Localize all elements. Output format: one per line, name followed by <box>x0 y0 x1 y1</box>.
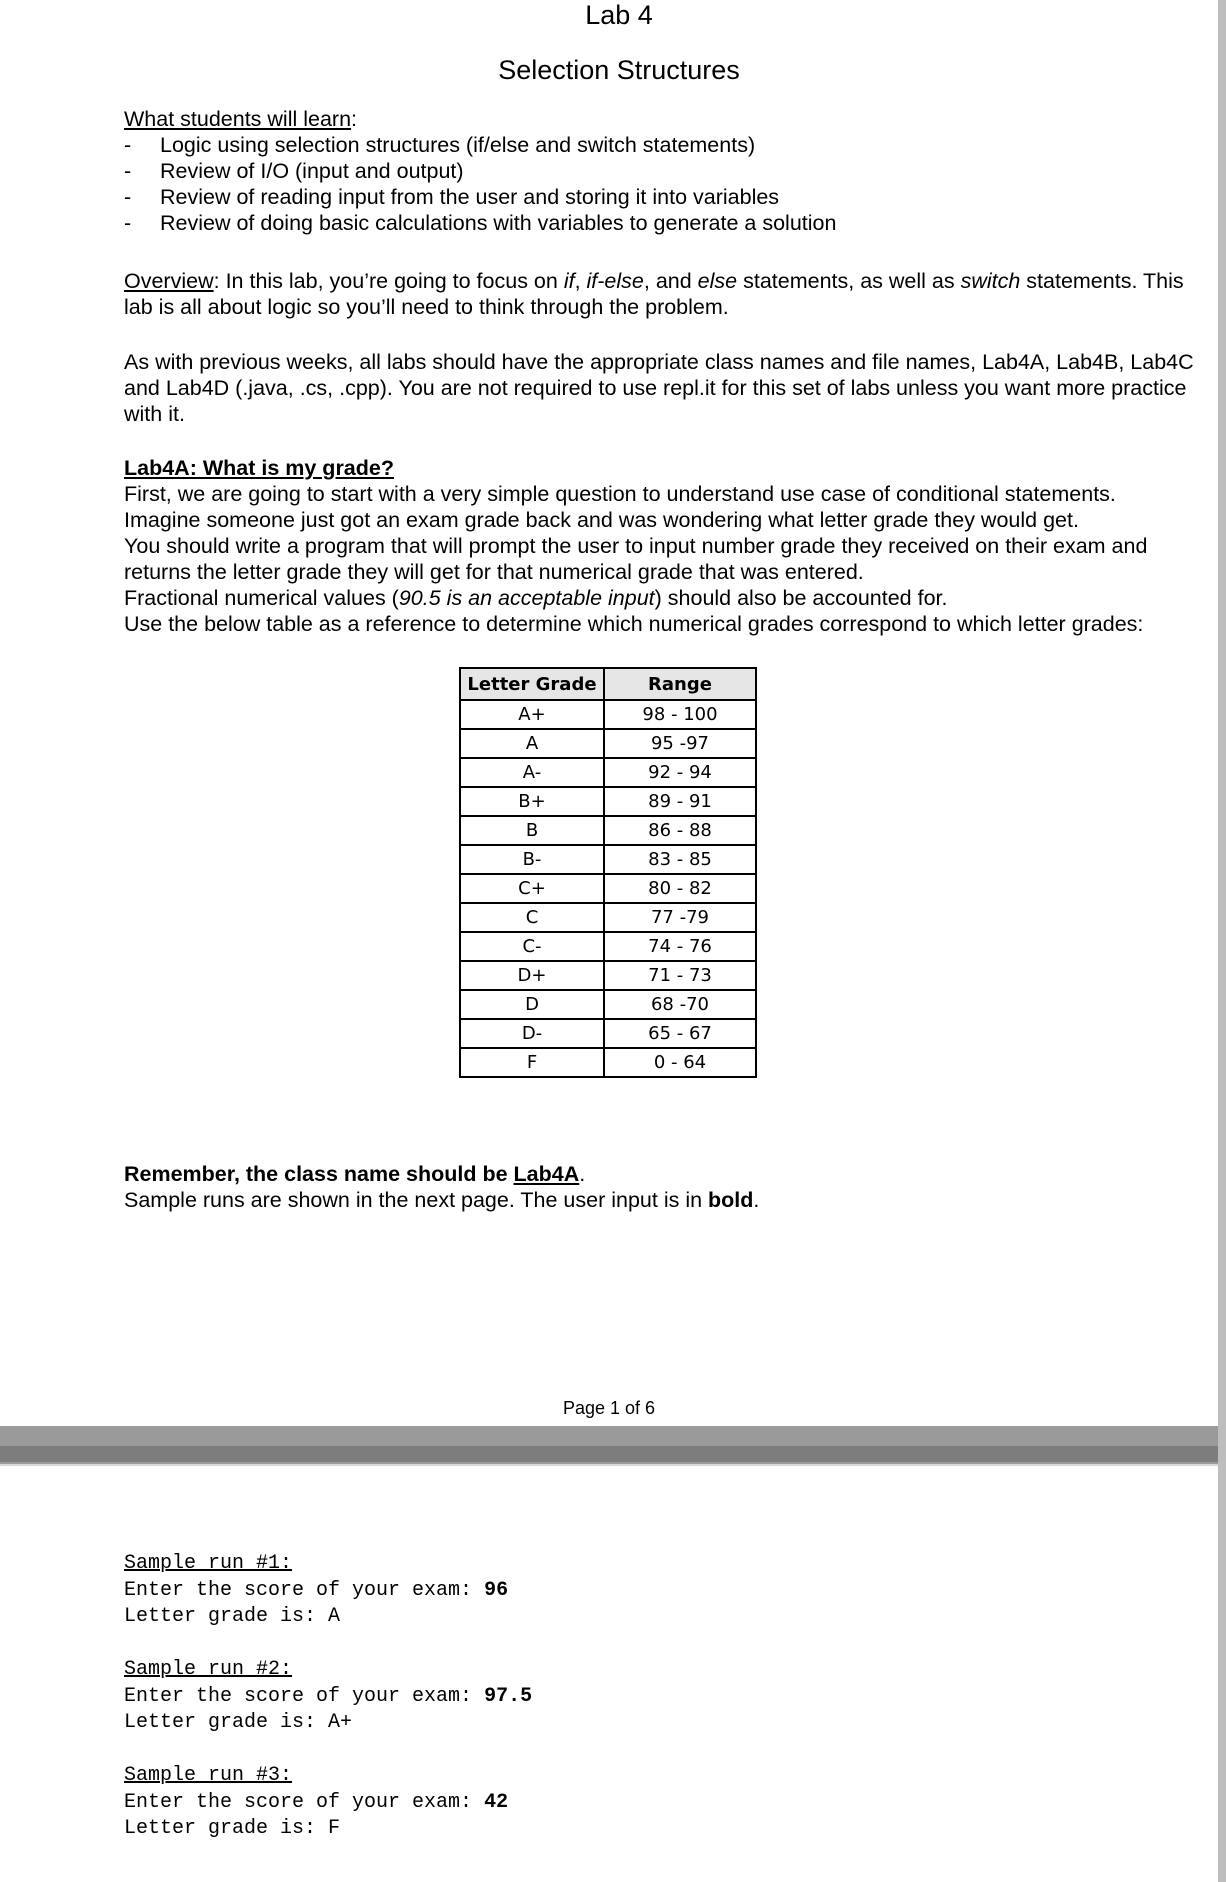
user-input: 42 <box>484 1790 509 1814</box>
grade-row <box>460 700 756 729</box>
letter-grade-cell: A- <box>460 758 604 787</box>
grade-row <box>460 990 756 1019</box>
grade-row <box>460 932 756 961</box>
range-cell: 98 - 100 <box>604 700 756 729</box>
range-cell: 89 - 91 <box>604 787 756 816</box>
range-cell: 92 - 94 <box>604 758 756 787</box>
grade-row <box>460 816 756 845</box>
page-separator-shadow <box>0 1446 1226 1462</box>
sample-run: Sample run #3: Enter the score of your exam: 42 Letter grade is: F <box>124 1764 509 1840</box>
grade-row <box>460 1019 756 1048</box>
range-cell: 65 - 67 <box>604 1019 756 1048</box>
letter-grade-cell: A <box>460 729 604 758</box>
learning-item: - Review of reading input from the user and storing it into variables <box>124 184 1194 210</box>
user-input: 96 <box>484 1578 509 1602</box>
range-cell: 77 -79 <box>604 903 756 932</box>
range-cell: 74 - 76 <box>604 932 756 961</box>
sample-run-title: Sample run #1: <box>124 1552 293 1575</box>
header-range: Range <box>604 668 756 700</box>
lab4a-p1: First, we are going to start with a very simple question to understand use case of conditional statements. <box>124 482 1116 506</box>
grade-row <box>460 845 756 874</box>
sample-run: Sample run #1: Enter the score of your exam: 96 Letter grade is: A <box>124 1552 509 1628</box>
lab4a-p4: Fractional numerical values (90.5 is an acceptable input) should also be accounted for. <box>124 586 948 610</box>
sample-run-title: Sample run #3: <box>124 1764 293 1787</box>
window-edge <box>1218 0 1226 1882</box>
range-cell: 68 -70 <box>604 990 756 1019</box>
page-number: Page 1 of 6 <box>562 1398 656 1418</box>
grade-row <box>460 874 756 903</box>
letter-grade-cell: D <box>460 990 604 1019</box>
range-cell: 95 -97 <box>604 729 756 758</box>
letter-grade-cell: B+ <box>460 787 604 816</box>
sample-run: Sample run #2: Enter the score of your exam: 97.5 Letter grade is: A+ <box>124 1658 533 1734</box>
remember-line: Remember, the class name should be Lab4A. <box>124 1162 586 1186</box>
remember-section <box>124 1161 1194 1213</box>
letter-grade-cell: B <box>460 816 604 845</box>
range-cell: 0 - 64 <box>604 1048 756 1077</box>
letter-grade-cell: F <box>460 1048 604 1077</box>
range-cell: 83 - 85 <box>604 845 756 874</box>
lab4a-heading: Lab4A: What is my grade? <box>124 456 394 480</box>
grade-row <box>460 758 756 787</box>
letter-grade-cell: C <box>460 903 604 932</box>
lab4a-p5: Use the below table as a reference to determine which numerical grades correspond to which letter grades: <box>124 612 1144 636</box>
grade-table-header <box>460 668 756 700</box>
overview-paragraph: Overview: In this lab, you’re going to focus on if, if-else, and else statements, as well as switch statements. This lab is all about logic so you’ll need to think through the problem. <box>124 269 1184 319</box>
range-cell: 80 - 82 <box>604 874 756 903</box>
learning-heading: What students will learn <box>124 107 352 131</box>
sample-runs-note: Sample runs are shown in the next page. The user input is in bold. <box>124 1188 760 1212</box>
letter-grade-cell: D- <box>460 1019 604 1048</box>
grade-row <box>460 961 756 990</box>
lab4a-p3: You should write a program that will prompt the user to input number grade they received on their exam and returns the letter grade they will get for that numerical grade that was entered. <box>124 534 1148 584</box>
lab-title: Lab 4 <box>585 0 653 30</box>
user-input: 97.5 <box>484 1684 533 1708</box>
learning-item: - Review of doing basic calculations with variables to generate a solution <box>124 210 1194 236</box>
grade-row <box>460 903 756 932</box>
sample-run-title: Sample run #2: <box>124 1658 293 1681</box>
grade-table <box>459 667 757 1078</box>
letter-grade-cell: C+ <box>460 874 604 903</box>
lab-subtitle: Selection Structures <box>498 55 740 85</box>
grade-row <box>460 1048 756 1077</box>
lab4a-section <box>124 455 1194 637</box>
learning-objectives: What students will learn: - Logic using selection structures (if/else and switch statements) - Review of I/O (input and output) - Review of reading input from the user and storing it into variables - Review of doing basic calculations with variables to generate a solution <box>124 106 1194 236</box>
naming-paragraph: As with previous weeks, all labs should have the appropriate class names and file names, Lab4A, Lab4B, Lab4C and Lab4D (.java, .cs, .cpp). You are not required to use repl.it for this set of labs unless you want more practice with it. <box>124 350 1194 426</box>
grade-row <box>460 787 756 816</box>
document-page-2 <box>0 1466 1218 1882</box>
lab4a-p2: Imagine someone just got an exam grade back and was wondering what letter grade they would get. <box>124 508 1079 532</box>
letter-grade-cell: D+ <box>460 961 604 990</box>
header-letter-grade: Letter Grade <box>460 668 604 700</box>
letter-grade-cell: B- <box>460 845 604 874</box>
learning-item: - Review of I/O (input and output) <box>124 158 1194 184</box>
grade-row <box>460 729 756 758</box>
range-cell: 71 - 73 <box>604 961 756 990</box>
learning-item: - Logic using selection structures (if/else and switch statements) <box>124 132 1194 158</box>
letter-grade-cell: A+ <box>460 700 604 729</box>
letter-grade-cell: C- <box>460 932 604 961</box>
range-cell: 86 - 88 <box>604 816 756 845</box>
